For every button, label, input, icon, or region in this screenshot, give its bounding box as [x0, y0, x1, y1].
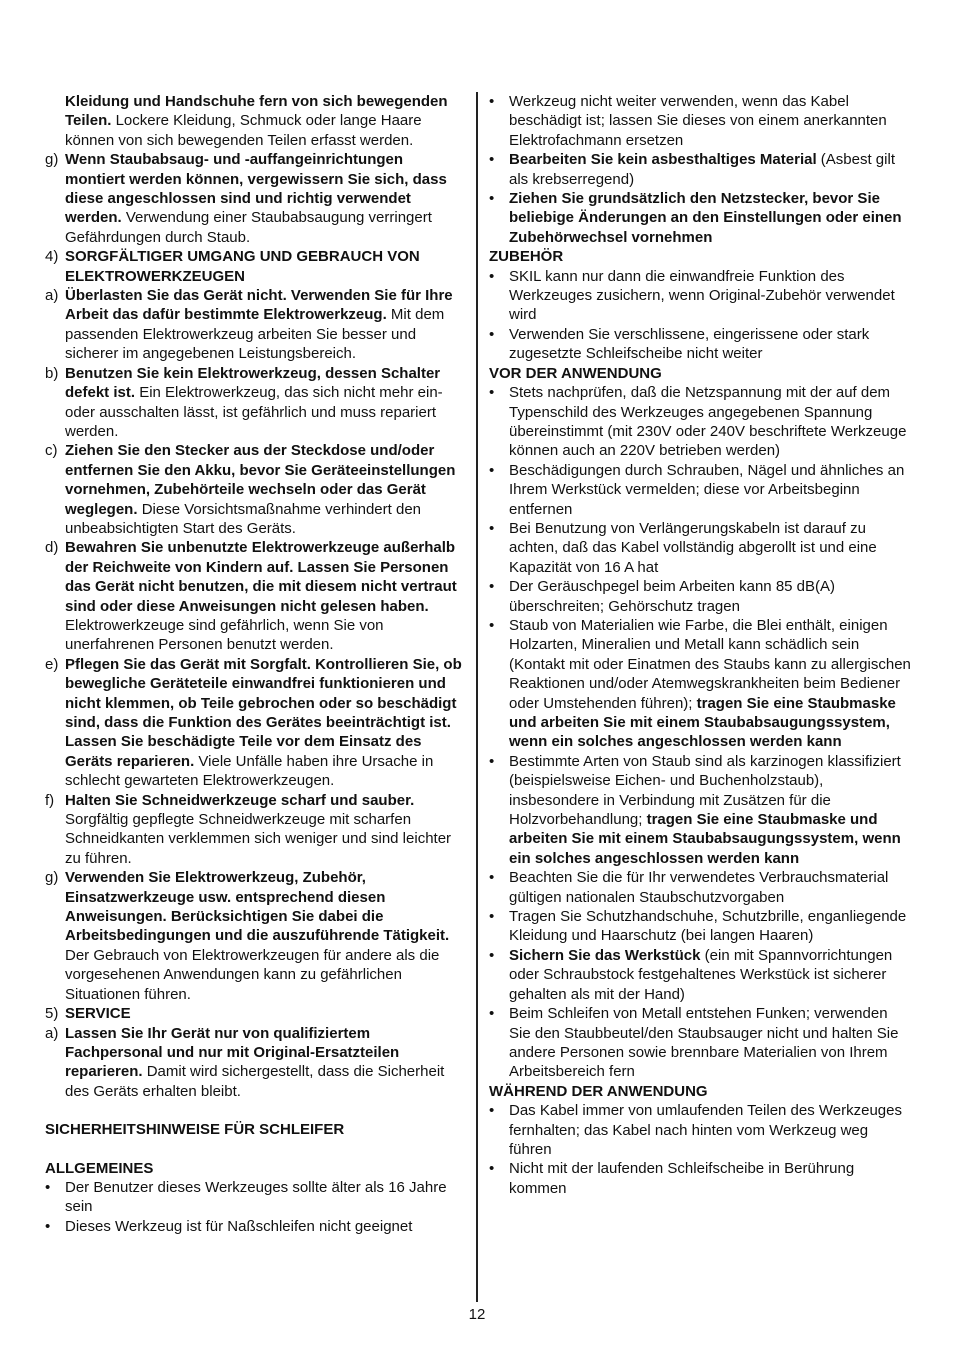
item-text: Sorgfältig gepflegte Schneidwerkzeuge mit scharfen Schneidkanten verklemmen sich weniger und sind leichter zu führen. [65, 811, 452, 867]
item-marker: g) [45, 151, 59, 169]
list-item [45, 364, 465, 442]
item-marker: • [489, 151, 495, 169]
item-marker: • [489, 384, 495, 402]
item-marker: • [489, 267, 495, 285]
spacer [45, 1101, 465, 1120]
bullet-item [489, 92, 911, 150]
item-text: Verwenden Sie verschlissene, eingerissene oder stark zugesetzte Schleifscheibe nicht weiter [509, 325, 870, 363]
item-text: Beschädigungen durch Schrauben, Nägel und ähnliches an Ihrem Werkstück vermelden; diese vor Arbeitsbeginn entfernen [509, 461, 905, 518]
list-item [45, 868, 465, 1004]
item-text: Bestimmte Arten von Staub sind als karzinogen klassifiziert (beispielsweise Eichen- und Buchenholzstaub), insbesondere in Verbindung mit Zusätzen für die Holzvorbehandlung; [509, 752, 901, 829]
item-marker: • [489, 93, 495, 110]
item-text: (Asbest gilt als krebserregend) [509, 151, 895, 188]
item-text: Elektrowerkzeuge sind gefährlich, wenn Sie von unerfahrenen Personen benutzt werden. [65, 616, 384, 654]
item-marker: • [45, 1217, 51, 1235]
item-text: Beim Schleifen von Metall entstehen Funken; verwenden Sie den Staubbeutel/den Staubsauger nicht und halten Sie andere Personen sowie brennbare Materialien von Ihrem Arbeitsbereich fern [509, 1005, 899, 1081]
bullet-item [489, 752, 911, 868]
bullet-item [489, 519, 911, 577]
bullet-item [489, 1004, 911, 1082]
section-heading: ALLGEMEINES [45, 1159, 154, 1177]
item-text: SKIL kann nur dann die einwandfreie Funktion des Werkzeuges zusichern, wenn Original-Zubehör verwendet wird [509, 267, 895, 324]
list-item [45, 1024, 465, 1102]
item-text: Stets nachprüfen, daß die Netzspannung mit der auf dem Typenschild des Werkzeuges angegebenen Spannung übereinstimmt (mit 230V oder 240V beschriftete Werkzeuge können auch an 220V betrieben werden) [509, 384, 907, 460]
list-item [45, 92, 465, 150]
item-text: Damit wird sichergestellt, dass die Sicherheit des Geräts erhalten bleibt. [65, 1063, 445, 1100]
item-bold-text: Pflegen Sie das Gerät mit Sorgfalt. Kontrollieren Sie, ob bewegliche Geräteteile einwandfrei funktionieren und nicht klemmen, ob Teile gebrochen oder so beschädigt sind, dass die Funktion des Gerätes beeinträchtigt ist. Lassen Sie beschädigte Teile vor dem Einsatz des Geräts reparieren. [65, 655, 462, 770]
list-item [45, 1004, 465, 1023]
item-marker: • [489, 946, 495, 964]
column-divider [476, 92, 478, 1302]
item-marker: c) [45, 442, 58, 460]
item-bold-text: Sichern Sie das Werkstück [509, 946, 701, 964]
bullet-item [489, 150, 911, 189]
bullet-item [489, 267, 911, 325]
item-bold-text: Lassen Sie Ihr Gerät nur von qualifiziertem Fachpersonal und nur mit Original-Ersatzteilen reparieren. [65, 1024, 400, 1081]
item-text: Diese Vorsichtsmaßnahme verhindert den unbeabsichtigten Start des Geräts. [65, 500, 422, 537]
item-bold-text: Bearbeiten Sie kein asbesthaltiges Material [509, 151, 817, 169]
list-item [45, 286, 465, 364]
item-marker: • [489, 1160, 495, 1178]
item-text: Der Gebrauch von Elektrowerkzeugen für andere als die vorgesehenen Anwendungen kann zu gefährlichen Situationen führen. [65, 946, 440, 1003]
item-marker: • [489, 578, 495, 596]
item-marker: 4) [45, 248, 59, 266]
bullet-item [489, 325, 911, 364]
item-text: Werkzeug nicht weiter verwenden, wenn das Kabel beschädigt ist; lassen Sie dieses von einem anerkannten Elektrofachmann ersetzen [509, 93, 887, 149]
item-text: Der Geräuschpegel beim Arbeiten kann 85 dB(A) überschreiten; Gehörschutz tragen [509, 578, 836, 615]
item-marker: • [489, 908, 495, 926]
bullet-item [489, 189, 911, 247]
list-item [45, 655, 465, 791]
section-heading: SICHERHEITSHINWEISE FÜR SCHLEIFER [45, 1121, 345, 1139]
item-text: Ein Elektrowerkzeug, das sich nicht mehr ein- oder ausschalten lässt, ist gefährlich und muss repariert werden. [65, 384, 443, 440]
item-text: Verwendung einer Staubabsaugung verringert Gefährdungen durch Staub. [65, 209, 432, 246]
item-marker: • [489, 616, 495, 634]
item-bold-text: Kleidung und Handschuhe fern von sich bewegenden Teilen. [65, 93, 448, 130]
item-text: Lockere Kleidung, Schmuck oder lange Haare können von sich bewegenden Teilen erfasst werden. [65, 112, 422, 149]
bullet-item [489, 1159, 911, 1198]
spacer [45, 1140, 465, 1159]
list-item [45, 441, 465, 538]
item-bold-text: tragen Sie eine Staubmaske und arbeiten Sie mit einem Staubabsaugungssystem, wenn ein solches angeschlossen werden kann [509, 694, 896, 751]
item-bold-text: Bewahren Sie unbenutzte Elektrowerkzeuge außerhalb der Reichweite von Kindern auf. Lassen Sie Personen das Gerät nicht benutzen, die mit diesem nicht vertraut sind oder diese Anweisungen nicht gelesen haben. [65, 539, 457, 615]
item-marker: • [45, 1178, 51, 1196]
left-column [45, 92, 465, 1236]
item-bold-text: tragen Sie eine Staubmaske und arbeiten Sie mit einem Staubabsaugungssystem, wenn ein solches angeschlossen werden kann [509, 811, 901, 867]
item-marker: • [489, 1005, 495, 1023]
item-text: Bei Benutzung von Verlängerungskabeln ist darauf zu achten, daß das Kabel vollständig abgerollt ist und eine Kapazität von 16 A hat [509, 519, 877, 576]
item-text: Beachten Sie die für Ihr verwendetes Verbrauchsmaterial gültigen nationalen Staubschutzvorgaben [509, 869, 889, 906]
bullet-item [489, 868, 911, 907]
item-marker: • [489, 752, 495, 770]
bullet-item [45, 1217, 465, 1236]
bullet-item [489, 1101, 911, 1159]
item-marker: d) [45, 539, 59, 557]
item-marker: 5) [45, 1005, 59, 1023]
bullet-item [489, 461, 911, 519]
section-heading: VOR DER ANWENDUNG [489, 364, 662, 382]
bullet-item [489, 383, 911, 461]
item-bold-text: Halten Sie Schneidwerkzeuge scharf und sauber. [65, 791, 415, 809]
list-item [45, 791, 465, 869]
item-marker: g) [45, 869, 59, 887]
section-heading: WÄHREND DER ANWENDUNG [489, 1082, 708, 1100]
item-text: Dieses Werkzeug ist für Naßschleifen nicht geeignet [65, 1217, 413, 1235]
list-item [45, 538, 465, 654]
list-item [45, 150, 465, 247]
bullet-item [45, 1178, 465, 1217]
item-text: Das Kabel immer von umlaufenden Teilen des Werkzeuges fernhalten; das Kabel nach hinten vom Werkzeug weg führen [509, 1102, 902, 1158]
item-bold-text: Benutzen Sie kein Elektrowerkzeug, dessen Schalter defekt ist. [65, 364, 441, 402]
bullet-item [489, 946, 911, 1004]
item-bold-text: Wenn Staubabsaug- und -auffangeinrichtungen montiert werden können, vergewissern Sie sich, dass diese angeschlossen sind und richtig verwendet werden. [65, 151, 447, 227]
item-marker: • [489, 519, 495, 537]
item-text: Staub von Materialien wie Farbe, die Blei enthält, einigen Holzarten, Mineralien und Metall kann schädlich sein (Kontakt mit oder Einatmen des Staubs kann zu allergischen Reaktionen und/oder Atemwegskrankheiten beim Bediener oder Umstehenden führen); [509, 616, 911, 712]
item-bold-text: SERVICE [65, 1005, 131, 1023]
item-marker: f) [45, 791, 55, 809]
item-text: Viele Unfälle haben ihre Ursache in schlecht gewarteten Elektrowerkzeugen. [65, 752, 434, 790]
item-marker: e) [45, 655, 59, 673]
item-marker: • [489, 461, 495, 479]
item-marker: • [489, 190, 495, 208]
item-bold-text: Ziehen Sie den Stecker aus der Steckdose und/oder entfernen Sie den Akku, bevor Sie Geräteeinstellungen vornehmen, Zubehörteile wechseln oder das Gerät weglegen. [65, 442, 456, 518]
item-text: Tragen Sie Schutzhandschuhe, Schutzbrille, enganliegende Kleidung und Haarschutz (bei langen Haaren) [509, 908, 907, 945]
item-bold-text: SORGFÄLTIGER UMGANG UND GEBRAUCH VON ELEKTROWERKZEUGEN [65, 248, 420, 285]
bullet-item [489, 616, 911, 752]
section-heading: ZUBEHÖR [489, 248, 564, 266]
page-number: 12 [468, 1306, 486, 1323]
item-marker: b) [45, 364, 59, 382]
bullet-item [489, 907, 911, 946]
item-marker: • [489, 869, 495, 887]
item-text: Nicht mit der laufenden Schleifscheibe in Berührung kommen [509, 1160, 855, 1197]
item-marker: • [489, 325, 495, 343]
bullet-item [489, 577, 911, 616]
item-marker: a) [45, 1024, 59, 1042]
item-text: Der Benutzer dieses Werkzeuges sollte älter als 16 Jahre sein [65, 1178, 447, 1216]
item-bold-text: Überlasten Sie das Gerät nicht. Verwenden Sie für Ihre Arbeit das dafür bestimmte Elektrowerkzeug. [65, 287, 453, 324]
item-bold-text: Verwenden Sie Elektrowerkzeug, Zubehör, Einsatzwerkzeuge usw. entsprechend diesen Anweisungen. Berücksichtigen Sie dabei die Arbeitsbedingungen und die auszuführende Tätigkeit. [65, 869, 450, 945]
item-marker: a) [45, 287, 59, 305]
right-column [489, 92, 911, 1198]
item-text: (ein mit Spannvorrichtungen oder Schraubstock festgehaltenes Werkstück ist sicherer gehalten als mit der Hand) [509, 946, 893, 1003]
item-text: Mit dem passenden Elektrowerkzeug arbeiten Sie besser und sicherer im angegebenen Leistungsbereich. [65, 306, 445, 363]
item-bold-text: Ziehen Sie grundsätzlich den Netzstecker, bevor Sie beliebige Änderungen an den Einstellungen oder einen Zubehörwechsel vornehmen [509, 190, 902, 246]
list-item [45, 247, 465, 286]
item-marker: • [489, 1102, 495, 1120]
